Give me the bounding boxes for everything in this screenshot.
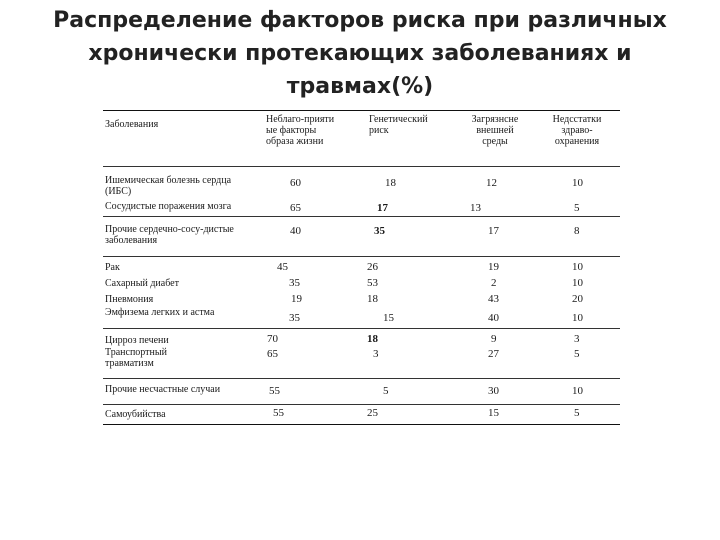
table-row-name: Пневмония (105, 294, 154, 305)
table-divider (103, 328, 620, 329)
table-cell: 35 (289, 277, 300, 289)
header-environment: Загрязнсне внешней среды (471, 114, 519, 147)
table-cell: 27 (488, 348, 499, 360)
table-cell: 55 (273, 407, 284, 419)
table-cell: 18 (385, 177, 396, 189)
table-row-name: Эмфизема легких и астма (105, 307, 215, 318)
table-row-name: Ишемическая болезнь сердца (ИБС) (105, 175, 232, 197)
table-cell: 9 (491, 333, 497, 345)
table-cell: 13 (470, 202, 481, 214)
table-cell: 2 (491, 277, 497, 289)
header-healthcare: Недсстатки здраво- охранения (552, 114, 602, 147)
table-cell: 5 (574, 407, 580, 419)
table-cell: 45 (277, 261, 288, 273)
table-cell: 18 (367, 293, 378, 305)
table-cell: 8 (574, 225, 580, 237)
table-cell: 10 (572, 261, 583, 273)
table-row-name: Прочие несчастные случаи (105, 384, 221, 395)
table-cell: 65 (267, 348, 278, 360)
table-cell: 35 (374, 225, 385, 237)
table-cell: 55 (269, 385, 280, 397)
table-row-name: Прочие сердечно-сосу-дистые заболевания (105, 224, 234, 246)
table-cell: 65 (290, 202, 301, 214)
table-cell: 15 (488, 407, 499, 419)
risk-factors-table (103, 110, 620, 425)
table-cell: 19 (291, 293, 302, 305)
table-cell: 5 (383, 385, 389, 397)
table-cell: 20 (572, 293, 583, 305)
table-row-name: Сахарный диабет (105, 278, 179, 289)
table-row-name: Сосудистые поражения мозга (105, 201, 232, 212)
table-cell: 10 (572, 312, 583, 324)
table-divider (103, 404, 620, 405)
table-row-name: Транспортный травматизм (105, 347, 167, 369)
table-divider (103, 256, 620, 257)
table-cell: 35 (289, 312, 300, 324)
table-row-name: Рак (105, 262, 120, 273)
table-divider (103, 216, 620, 217)
table-divider (103, 166, 620, 167)
table-cell: 53 (367, 277, 378, 289)
table-cell: 10 (572, 177, 583, 189)
table-cell: 26 (367, 261, 378, 273)
table-row-name: Цирроз печени (105, 335, 169, 346)
table-divider (103, 378, 620, 379)
header-lifestyle: Неблаго-прияти ые факторы образа жизни (266, 114, 335, 147)
table-cell: 30 (488, 385, 499, 397)
table-cell: 15 (383, 312, 394, 324)
table-cell: 40 (488, 312, 499, 324)
table-cell: 17 (488, 225, 499, 237)
table-cell: 17 (377, 202, 388, 214)
table-cell: 43 (488, 293, 499, 305)
table-cell: 25 (367, 407, 378, 419)
table-cell: 18 (367, 333, 378, 345)
table-cell: 5 (574, 348, 580, 360)
page-title: Распределение факторов риска при различных хронически протекающих заболеваниях и травмах(%) (53, 8, 667, 99)
table-cell: 3 (373, 348, 379, 360)
table-cell: 40 (290, 225, 301, 237)
table-row-name: Самоубийства (105, 409, 166, 420)
table-cell: 3 (574, 333, 580, 345)
table-cell: 60 (290, 177, 301, 189)
table-cell: 10 (572, 385, 583, 397)
header-disease: Заболевания (105, 119, 159, 130)
header-genetic: Генетический риск (369, 114, 428, 136)
table-cell: 19 (488, 261, 499, 273)
table-cell: 5 (574, 202, 580, 214)
table-cell: 70 (267, 333, 278, 345)
table-cell: 10 (572, 277, 583, 289)
table-cell: 12 (486, 177, 497, 189)
